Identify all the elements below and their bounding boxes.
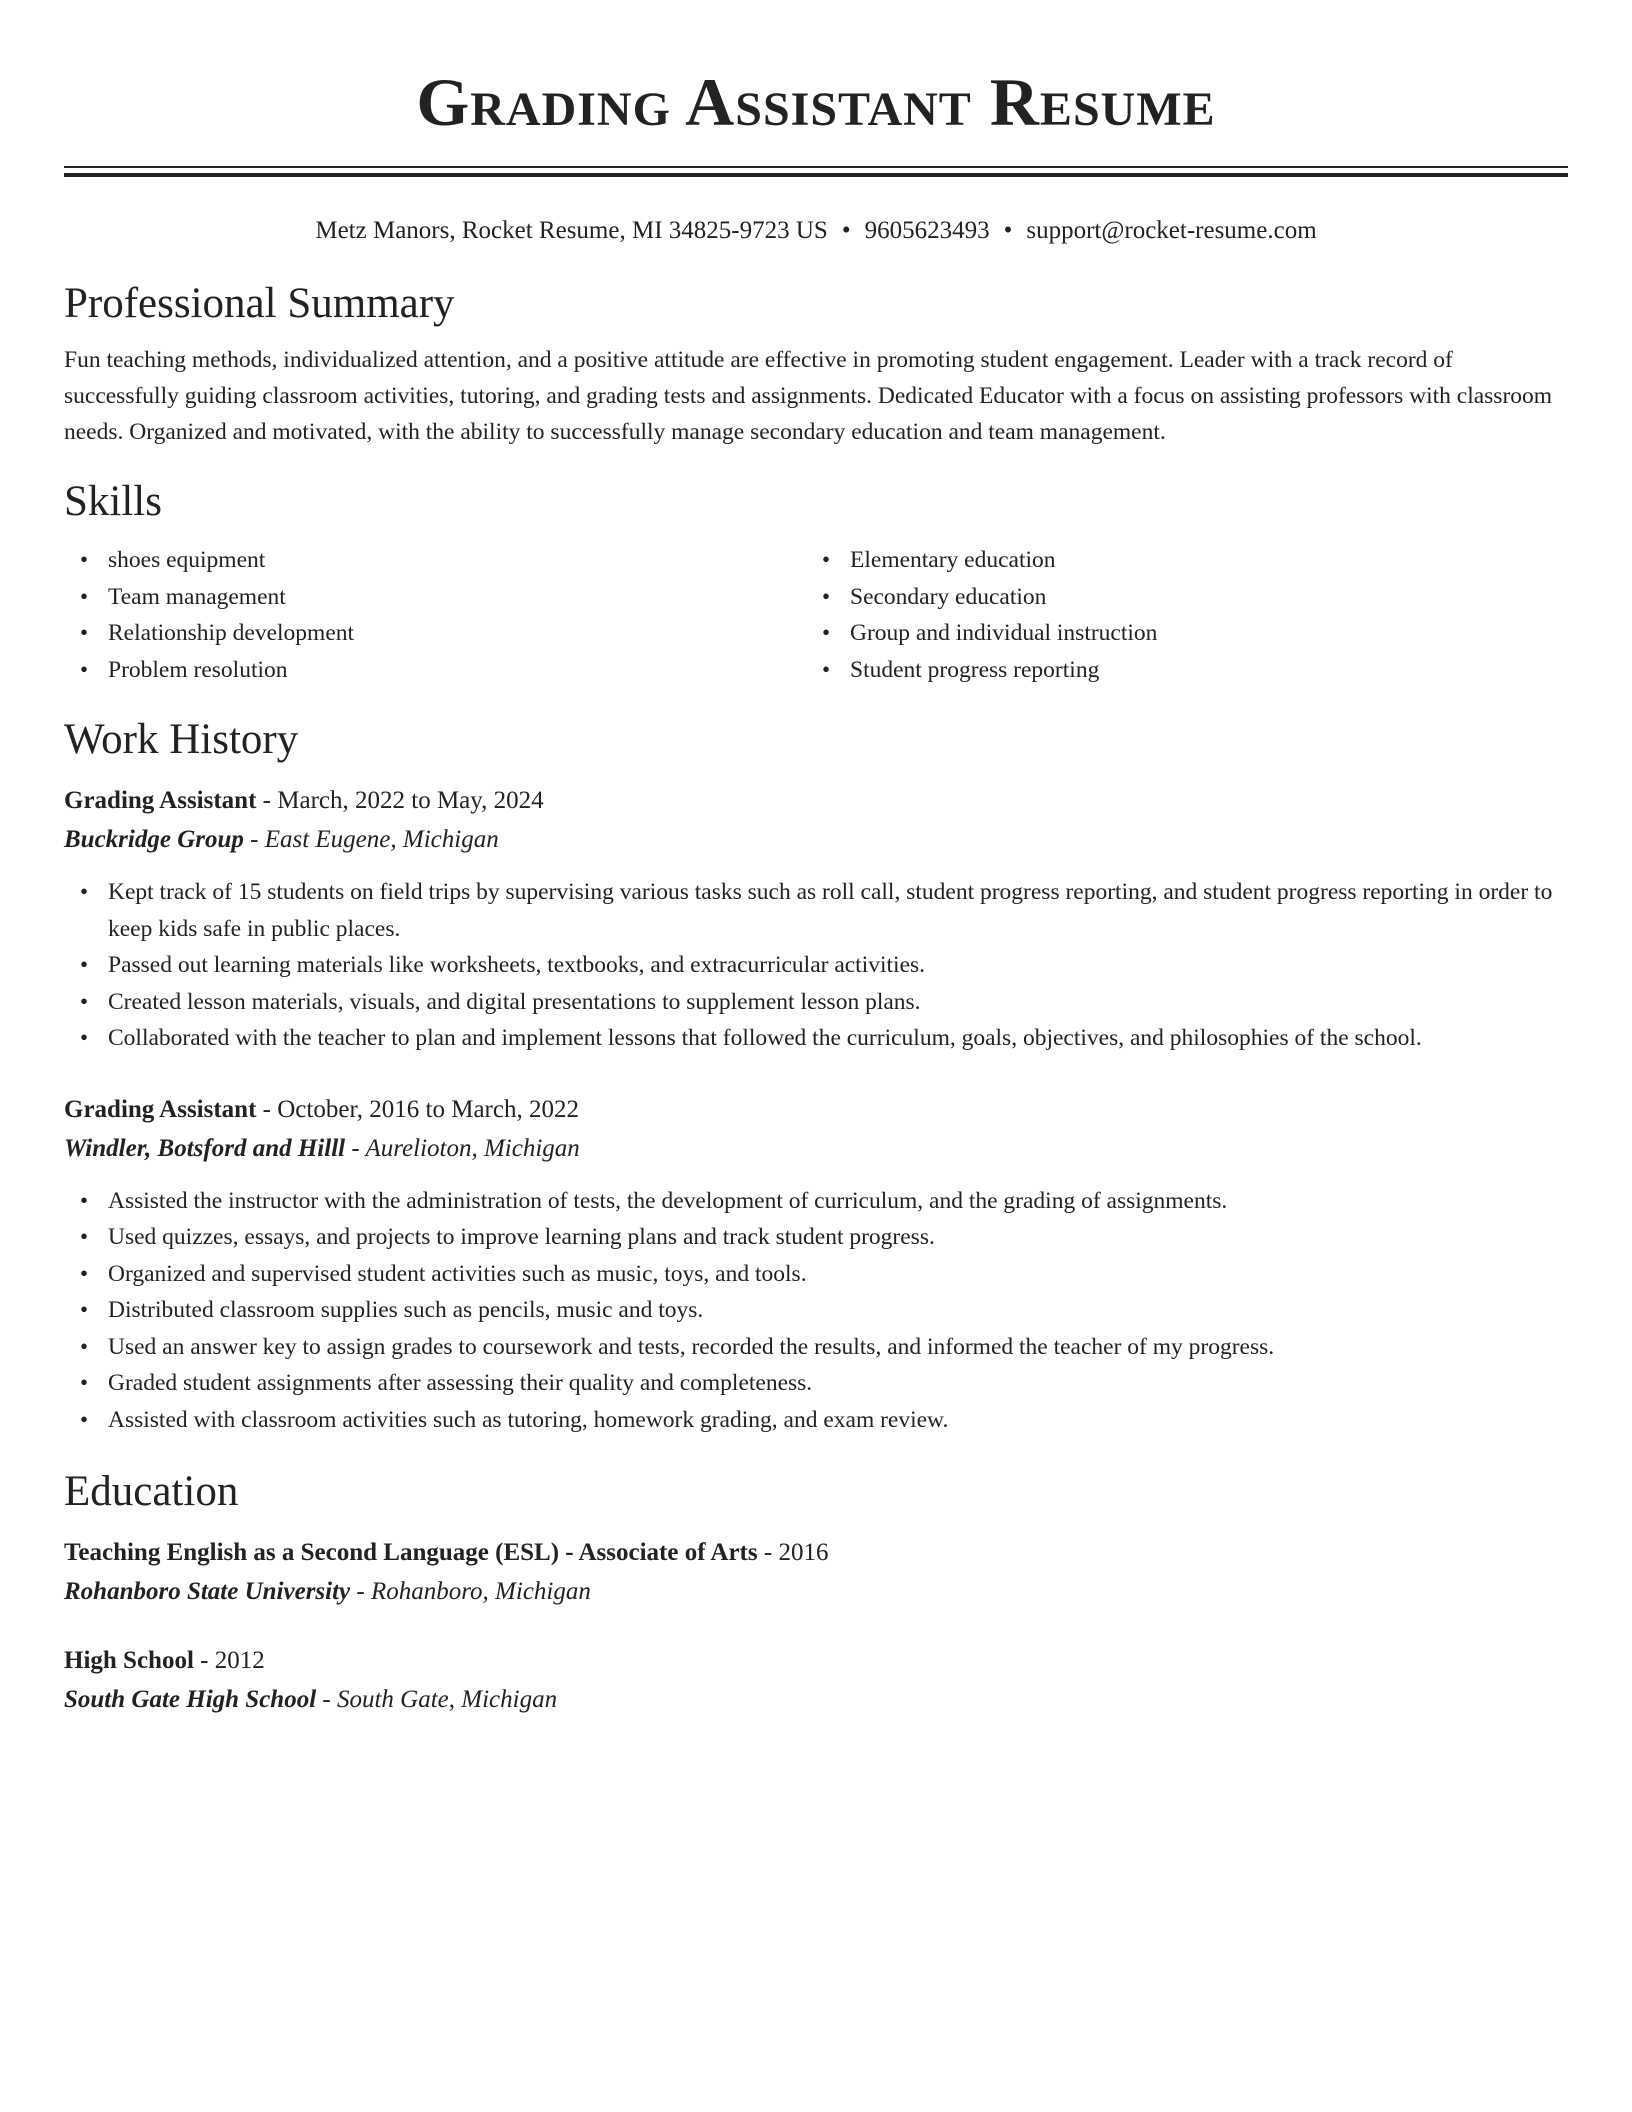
skill-item: • Group and individual instruction <box>850 615 1548 652</box>
job-bullet: • Distributed classroom supplies such as pencils, music and toys. <box>108 1292 1568 1329</box>
contact-email: support@rocket-resume.com <box>1026 217 1317 244</box>
skills-section <box>64 476 1568 688</box>
job-bullet: • Collaborated with the teacher to plan and implement lessons that followed the curriculum, goals, objectives, and philosophies of the school. <box>108 1020 1568 1057</box>
contact-separator: • <box>841 217 851 244</box>
resume-page <box>64 0 1568 1720</box>
education-degree: High School <box>64 1647 194 1674</box>
skill-item: • Team management <box>108 579 806 616</box>
education-location: - South Gate, Michigan <box>316 1686 558 1713</box>
skill-item: • Student progress reporting <box>850 652 1548 689</box>
job-bullet: • Created lesson materials, visuals, and digital presentations to supplement lesson plans. <box>108 984 1568 1021</box>
skills-column-left <box>64 542 806 688</box>
education-heading: Education <box>64 1468 239 1515</box>
job-bullet: • Assisted with classroom activities such as tutoring, homework grading, and exam review. <box>108 1402 1568 1439</box>
education-school-line <box>64 1572 1568 1612</box>
job-role-line <box>64 782 1568 820</box>
skills-column-right <box>806 542 1548 688</box>
job-location: - Aurelioton, Michigan <box>345 1134 580 1162</box>
job-company: Buckridge Group <box>64 826 244 853</box>
job-title: Grading Assistant <box>64 1095 257 1123</box>
skill-item: • Problem resolution <box>108 652 806 689</box>
job-dates: - March, 2022 to May, 2024 <box>256 787 544 814</box>
education-year: - 2016 <box>757 1539 829 1566</box>
job-org-line <box>64 820 1568 860</box>
skill-item: • shoes equipment <box>108 542 806 579</box>
job-title: Grading Assistant <box>64 787 257 814</box>
job-bullet: • Organized and supervised student activities such as music, toys, and tools. <box>108 1256 1568 1293</box>
summary-heading: Professional Summary <box>64 280 455 327</box>
education-degree: Teaching English as a Second Language (ESL) - Associate of Arts <box>64 1539 758 1566</box>
job-bullet: • Used an answer key to assign grades to coursework and tests, recorded the results, and informed the teacher of my progress. <box>108 1329 1568 1366</box>
job-bullets <box>64 1183 1568 1439</box>
skill-item: • Elementary education <box>850 542 1548 579</box>
work-history-heading: Work History <box>64 716 299 763</box>
resume-title: Grading Assistant Resume <box>416 64 1216 140</box>
title-divider <box>64 166 1568 178</box>
work-history-section <box>64 714 1568 1438</box>
job-role-line <box>64 1091 1568 1129</box>
job-bullet: • Passed out learning materials like worksheets, textbooks, and extracurricular activities. <box>108 947 1568 984</box>
skills-list <box>64 542 1568 688</box>
job-bullet: • Kept track of 15 students on field trips by supervising various tasks such as roll call, student progress reporting, and student progress reporting in order to keep kids safe in public places. <box>108 874 1568 947</box>
job-bullet: • Graded student assignments after assessing their quality and completeness. <box>108 1365 1568 1402</box>
education-year: - 2012 <box>193 1647 265 1674</box>
skills-heading: Skills <box>64 478 162 525</box>
education-entry <box>64 1534 1568 1612</box>
summary-section <box>64 278 1568 450</box>
job-bullet: • Assisted the instructor with the administration of tests, the development of curriculum, and the grading of assignments. <box>108 1183 1568 1220</box>
job-org-line <box>64 1129 1568 1169</box>
education-school-line <box>64 1680 1568 1720</box>
contact-separator: • <box>1003 217 1013 244</box>
skill-item: • Relationship development <box>108 615 806 652</box>
education-location: - Rohanboro, Michigan <box>350 1578 591 1605</box>
job-location: - East Eugene, Michigan <box>243 826 499 853</box>
job-bullet: • Used quizzes, essays, and projects to improve learning plans and track student progress. <box>108 1219 1568 1256</box>
contact-phone: 9605623493 <box>864 217 990 244</box>
education-degree-line <box>64 1534 1568 1572</box>
job-bullets <box>64 874 1568 1057</box>
job-entry <box>64 1091 1568 1439</box>
education-degree-line <box>64 1642 1568 1680</box>
skill-item: • Secondary education <box>850 579 1548 616</box>
education-school: South Gate High School <box>64 1686 317 1713</box>
education-entry <box>64 1642 1568 1720</box>
education-section <box>64 1466 1568 1720</box>
education-school: Rohanboro State University <box>64 1578 351 1605</box>
contact-line <box>64 216 1568 246</box>
job-dates: - October, 2016 to March, 2022 <box>256 1095 579 1123</box>
job-company: Windler, Botsford and Hilll <box>64 1134 346 1162</box>
contact-address: Metz Manors, Rocket Resume, MI 34825-9723 US <box>315 217 828 244</box>
summary-text: Fun teaching methods, individualized attention, and a positive attitude are effective in promoting student engagement. Leader with a track record of successfully guiding classroom activities, tutoring, and grading tests and assignments. Dedicated Educator with a focus on assisting professors with classroom needs. Organized and motivated, with the ability to successfully manage secondary education and team management. <box>64 347 1553 445</box>
job-entry <box>64 782 1568 1057</box>
